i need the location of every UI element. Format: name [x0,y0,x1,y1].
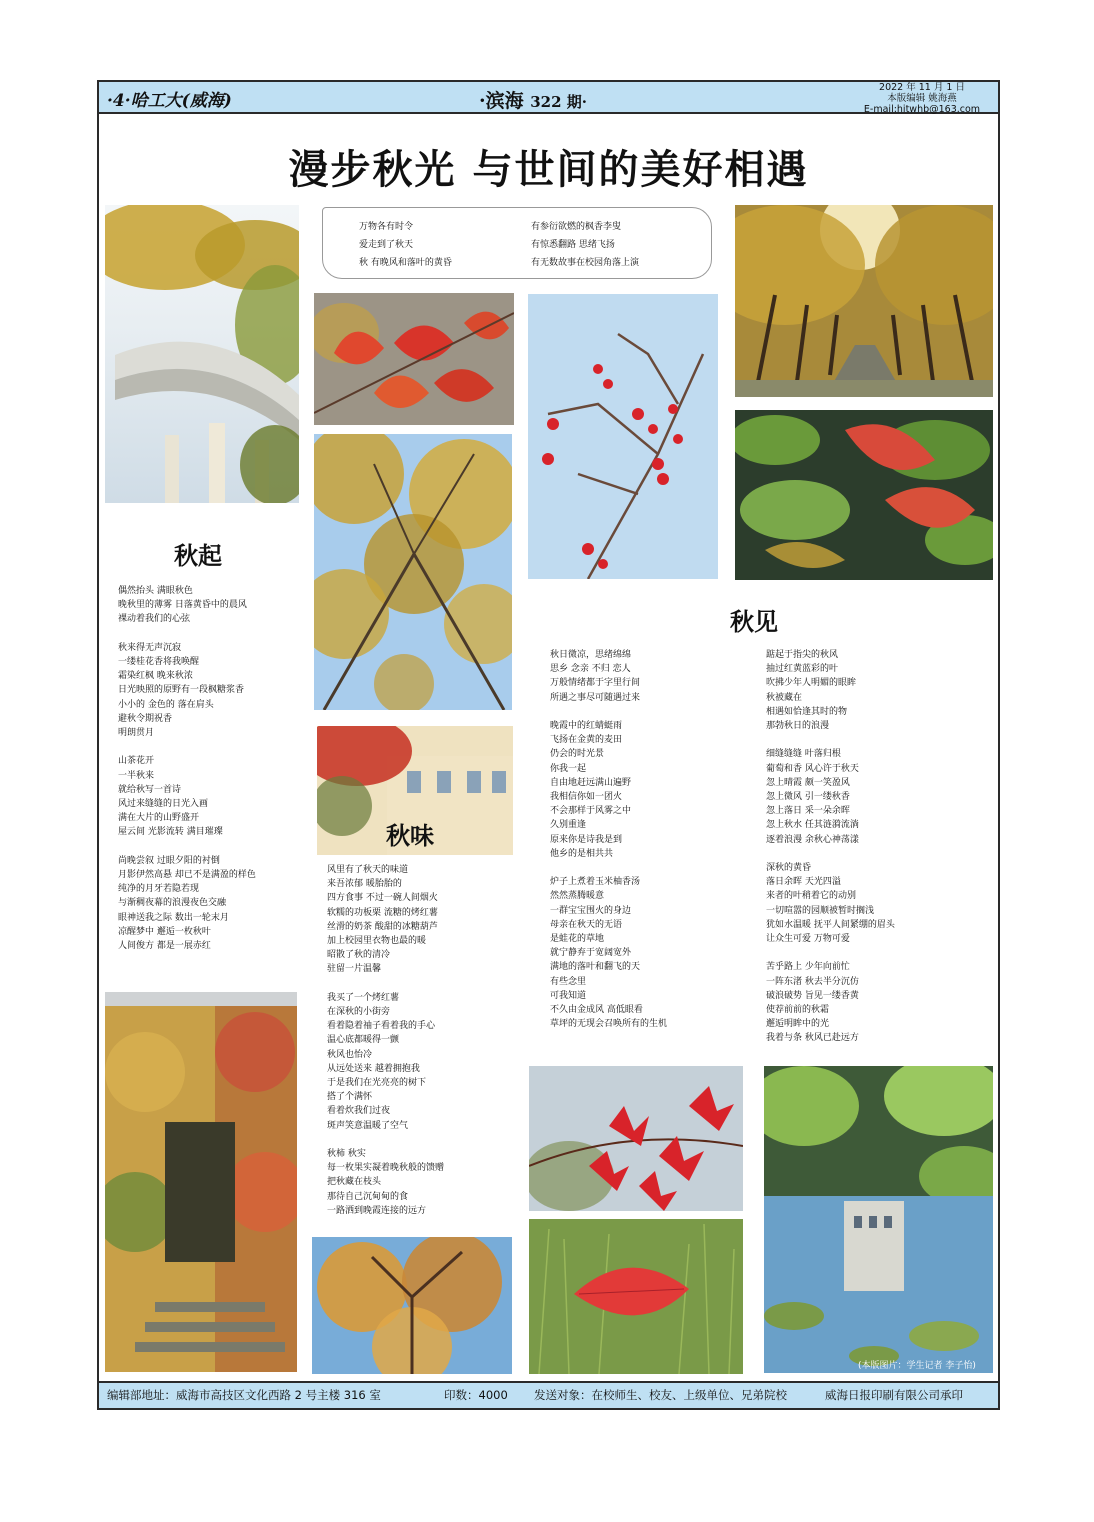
photo-creeper-leaves [529,1066,743,1211]
intro-box [322,207,712,279]
footer-band [97,1381,1000,1410]
intro-left-column [359,218,452,272]
photo-creeper-leaves-art [529,1066,743,1211]
photo-golden-tree-sky [312,1237,512,1374]
editor-credit: 本版编辑 姚海燕 [887,93,957,104]
poem-qiuwei: 风里有了秋天的味道 来吾浓郁 暖胎胎的 四方食事 不过一碗人间烟火 软糯的功板栗 流糖的烤红薯 丝滑的奶茶 酸甜的冰糖葫芦 加上校园里衣物也最的暖 昭散了秋的清冷 驻留一片温馨 我买了一个烤红薯 在深秋的小街旁 看着隐着袖子看着我的手心 温心底都暖得一颤 秋风也怡冷 从远处送来 越着拥抱我 于是我们在光亮亮的树下 搭了个满怀 看着炊我们过夜 斑声笑意温暖了空气 秋柿 秋实 每一枚果实凝着晚秋般的馈赠 把秋藏在枝头 那待自己沉甸甸的食 一路洒到晚霞连接的远方 [327,865,445,1216]
photo-ivy-staircase-art [105,992,297,1372]
section-label: ·滨海 [479,90,524,112]
photo-red-leaves-art [314,293,514,425]
intro-line: 万物各有时令 [359,222,414,232]
photo-tree-avenue [735,205,993,397]
footer-audience: 发送对象：在校师生、校友、上级单位、兄弟院校 [534,1388,787,1402]
photo-golden-tree-sky-art [312,1237,512,1374]
intro-line: 爱走到了秋天 [359,240,414,250]
editor-email: E-mail:hitwhb@163.com [863,104,981,115]
photo-lotus-pond-art [764,1066,993,1373]
photo-red-leaves [314,293,514,425]
page-number: ·4·哈工大(威海) [107,91,232,111]
section-title-qiujian: 秋见 [730,607,778,636]
footer-address: 编辑部地址：威海市高技区文化西路 2 号主楼 316 室 [107,1388,381,1402]
photo-ivy-staircase [105,992,297,1372]
intro-line: 有参衍欲燃的枫香李叟 [531,222,622,232]
intro-line: 有惊悉翻路 思绪飞扬 [531,240,615,250]
page-title: 漫步秋光 与世间的美好相遇 [288,146,809,193]
intro-line: 有无数故事在校园角落上演 [531,258,640,268]
photo-leaf-on-grass [529,1219,743,1374]
poem-qiujian-right: 踮起于指尖的秋风 抽过红黄蓝彩的叶 吹拂少年人明媚的眼眸 秋被藏在 相遇如恰逢其时的物 那勃秋日的浪漫 细缝缝缝 叶落归根 葡萄和香 风心许于秋天 忽上晴霞 颇一笑盈风 忽上微风 引一缕秋香 忽上落日 采一朵余晖 忽上秋水 任其涟漪流淌 逐着浪漫 余秋心神荡漾 深秋的黄昏 落日余晖 天光四溢 来者的叶稍着它的动别 一切喧嚣的园顺被暂时搁浅 犹如水温暖 抚平人间紧绷的眉头 让众生可爱 万物可爱 苦乎路上 少年向前忙 一阵东渚 秋去半分沉仿 破浪破势 旨见一缕香黄 使荐前前的秋霜 邂逅明眸中的光 我着与条 秋风已赴远方 [766,650,895,1044]
photo-lotus-pond [764,1066,993,1373]
footer-print-count: 印数：4000 [444,1388,508,1402]
photo-red-berries-art [528,294,718,579]
photo-ginkgo-building-art [105,205,299,503]
photo-red-berries [528,294,718,579]
footer-printer: 威海日报印刷有限公司承印 [825,1388,963,1402]
photo-golden-canopy [314,434,512,710]
photo-golden-canopy-art [314,434,512,710]
photo-ginkgo-building [105,205,299,503]
issue-number: 322 期· [530,93,588,111]
poem-qiujian-left: 秋日微凉，思绪绵绵 思乡 念亲 不归 恋人 万般情绪都于字里行间 所遇之事尽可随遇过来 晚霞中的红蜻蜓雨 飞扬在金黄的麦田 仍会的时光景 你我一起 自由地赶远满山遍野 我相信你如一团火 不会那样于风雾之中 久别重逢 原来你是诗我是到 他乡的是相共共 炉子上煮着玉米柚香汤 然然蒸腾暖意 一群宝宝围火的身边 母亲在秋天的无语 是蛙花的草地 就宁静弃于宽阔宽外 满地的落叶和翻飞的天 有些念里 可我知道 不久由金成风 高低眼看 草坪的无现会召唤所有的生机 [550,650,668,1030]
section-title-qiuwei: 秋味 [386,821,434,850]
photo-tree-avenue-art [735,205,993,397]
photo-lilypads-red-leaves-art [735,410,993,580]
photo-leaf-on-grass-art [529,1219,743,1374]
intro-right-column [531,218,639,272]
poem-qiuqi: 偶然抬头 满眼秋色 晚秋里的薄雾 日落黄昏中的晨风 裸动着我们的心弦 秋来得无声沉寂 一缕桂花香将我唤醒 霜染红枫 晚来秋浓 日光映照的原野有一段枫糖浆香 小小的 金色的 落在肩头 避秋令期祝香 明朗贯月 山茶花开 一半秋来 就给秋写一首诗 风过来缝缝的日光入画 满在大片的山野盛开 屋云间 光影流转 满目璀璨 尚晚尝叙 过眼夕阳的衬倒 月影伊然高悬 却已不是满盈的样色 纯净的月牙若隐若现 与渐稠夜幕的浪漫夜色交融 眼神送我之际 数出一轮末月 凉醒梦中 邂逅一枚秋叶 人间俊方 都是一展赤红 [118,586,256,952]
intro-line: 秋 有晚风和落叶的黄昏 [359,258,452,268]
photo-lilypads-red-leaves [735,410,993,580]
issue-date: 2022 年 11 月 1 日 [879,82,965,93]
section-title-qiuqi: 秋起 [174,541,222,570]
photo-credit: (本版图片：学生记者 李子怡) [858,1361,976,1371]
